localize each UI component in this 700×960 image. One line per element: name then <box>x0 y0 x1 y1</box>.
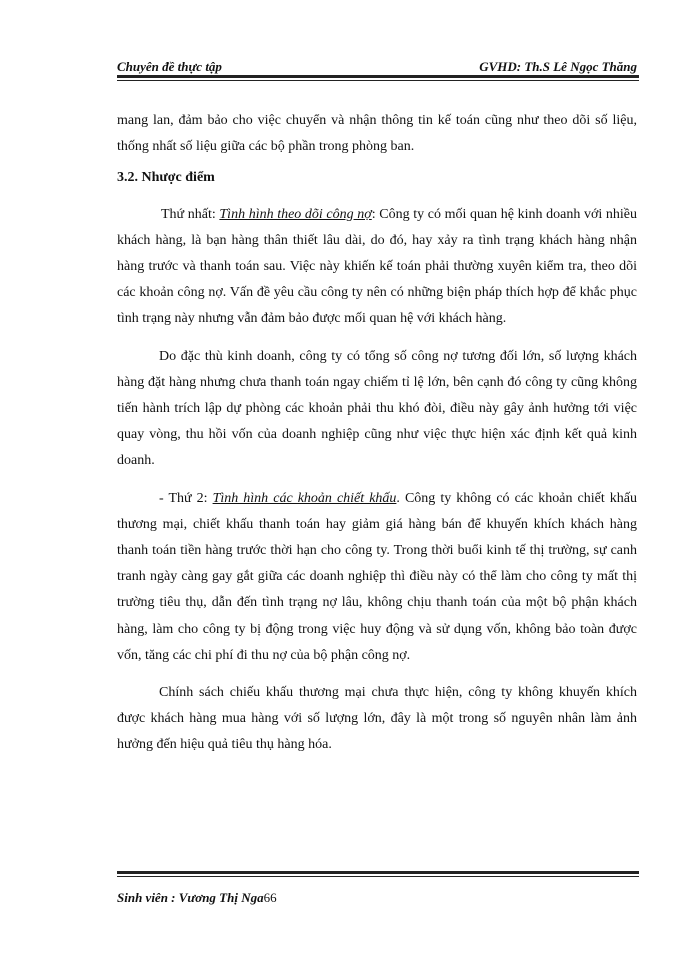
body-content <box>117 108 637 759</box>
paragraph-discount-policy: Chính sách chiếu khấu thương mại chưa thực hiện, công ty không khuyến khích được khách hàng mua hàng với số lượng lớn, đây là một trong số nguyên nhân làm ảnh hưởng đến hiệu quả tiêu thụ hàng hóa. <box>117 685 637 753</box>
paragraph-second-weakness <box>117 486 637 669</box>
footer-rule-thin <box>117 876 639 877</box>
paragraph-continuation: mang lan, đảm bảo cho việc chuyển và nhận thông tin kế toán cũng như theo dõi số liệu, thống nhất số liệu giữa các bộ phần trong phòng ban. <box>117 113 637 155</box>
paragraph-first-weakness <box>117 202 637 333</box>
footer-rule-thick <box>117 871 639 874</box>
header-rule-thick <box>117 75 639 78</box>
paragraph-text: . Công ty không có các khoản chiết khấu thương mại, chiết khấu thanh toán hay giảm giá hàng bán để khuyến khích khách hàng thanh toán tiền hàng trước thời hạn cho công ty. Trong thời buổi kinh tế thị trường, sự canh tranh ngày càng gay gắt giữa các doanh nghiệp thì điều này có thể làm cho công ty mất thị trường tiêu thụ, dẫn đến tình trạng nợ lâu, không chịu thanh toán của một bộ phận khách hàng, làm cho công ty bị động trong việc huy động và sử dụng vốn, không bảo toàn được vốn, tăng các chi phí đi thu nợ của bộ phận công nợ. <box>117 490 637 663</box>
paragraph-debt: Do đặc thù kinh doanh, công ty có tổng số công nợ tương đối lớn, số lượng khách hàng đặt hàng nhưng chưa thanh toán ngay chiếm tỉ lệ lớn, bên cạnh đó công ty cũng không tiến hành trích lập dự phòng các khoản phải thu khó đòi, điều này gây ảnh hưởng tới việc quay vòng, thu hồi vốn của doanh nghiệp cũng như việc thực hiện xác định kết quả kinh doanh. <box>117 348 637 469</box>
paragraph-prefix: - Thứ 2: <box>159 490 213 506</box>
page-number: 66 <box>263 890 277 905</box>
paragraph-subtitle: Tình hình các khoản chiết khấu <box>212 490 397 506</box>
paragraph-prefix: Thứ nhất: <box>161 206 220 222</box>
page-footer <box>117 890 277 906</box>
footer-student: Sinh viên : Vương Thị Nga <box>117 890 264 905</box>
header-rule-thin <box>117 80 639 81</box>
page-header <box>117 50 637 72</box>
header-title: Chuyên đề thực tập <box>117 59 222 74</box>
header-supervisor: GVHD: Th.S Lê Ngọc Thăng <box>479 59 637 74</box>
paragraph-text: : Công ty có mối quan hệ kinh doanh với nhiều khách hàng, là bạn hàng thân thiết lâu dài, do đó, hay xảy ra tình trạng khách hàng nhận hàng trước và thanh toán sau. Việc này khiến kế toán phải thường xuyên kiểm tra, theo dõi các khoản công nợ. Vấn đề yêu cầu công ty nên có những biện pháp thích hợp để khắc phục tình trạng này nhưng vẫn đảm bảo được mối quan hệ với khách hàng. <box>117 206 638 327</box>
paragraph-subtitle: Tình hình theo dõi công nợ <box>219 206 372 222</box>
section-heading: 3.2. Nhược điểm <box>117 170 215 186</box>
